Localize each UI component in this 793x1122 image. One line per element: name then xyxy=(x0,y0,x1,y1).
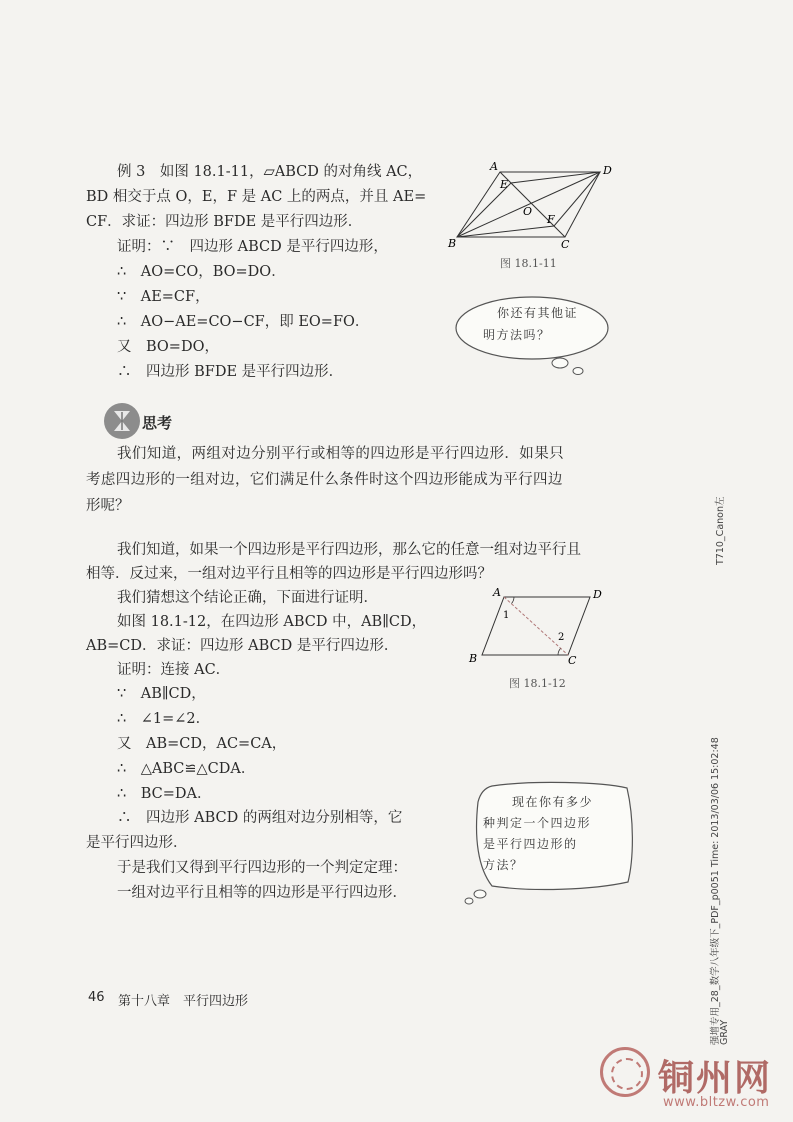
figure-18-1-11 xyxy=(445,155,620,255)
text-line: ∴ △ABC≌△CDA． xyxy=(117,761,256,777)
text-line: 又 BO=DO， xyxy=(117,339,219,355)
bubble-line: 是平行四边形的 xyxy=(483,837,578,851)
label-b: B xyxy=(448,237,457,250)
text-line: 考虑四边形的一组对边，它们满足什么条件时这个四边形能成为平行四边 xyxy=(86,472,563,488)
think-label: 思考 xyxy=(142,414,173,432)
angle-1-arc xyxy=(512,597,515,604)
text-line: 我们知道，如果一个四边形是平行四边形，那么它的任意一组对边平行且 xyxy=(117,542,581,558)
text-line: 证明：∵ 四边形 ABCD 是平行四边形， xyxy=(117,239,388,255)
text-line: 相等．反过来，一组对边平行且相等的四边形是平行四边形吗？ xyxy=(86,566,492,582)
bubble-line: 明方法吗？ xyxy=(483,328,551,342)
text-line: ∴ AO−AE=CO−CF，即 EO=FO． xyxy=(117,314,370,330)
bubble-line: 方法？ xyxy=(483,858,524,872)
page-number: 46 xyxy=(88,990,105,1005)
label-angle-2: 2 xyxy=(558,632,565,643)
text-line: ∵ AE=CF， xyxy=(117,289,210,305)
label-c: C xyxy=(568,654,577,667)
text-line: 一组对边平行且相等的四边形是平行四边形． xyxy=(117,885,407,901)
text-line: AB=CD．求证：四边形 ABCD 是平行四边形． xyxy=(86,638,399,654)
text-line: 又 AB=CD，AC=CA， xyxy=(117,736,287,752)
label-d: D xyxy=(593,588,602,601)
chapter-title: 第十八章 平行四边形 xyxy=(118,994,249,1009)
text-line: 例 3 如图 18.1-11，▱ABCD 的对角线 AC， xyxy=(117,164,423,180)
parallelogram-abcd xyxy=(482,597,590,655)
text-line: CF．求证：四边形 BFDE 是平行四边形． xyxy=(86,214,363,230)
text-line: 证明：连接 AC． xyxy=(117,662,231,678)
watermark-name: 铜州网 xyxy=(658,1058,773,1099)
side-print-mark-bottom: 强增专用_28_数学八年级下_PDF_p0051 Time: 2013/03/06 15:02:48 xyxy=(710,737,721,1045)
bubble-line: 现在你有多少 xyxy=(512,795,594,809)
text-line: 于是我们又得到平行四边形的一个判定定理： xyxy=(117,860,407,876)
label-c: C xyxy=(561,238,570,251)
label-a: A xyxy=(490,160,498,173)
text-line: ∵ AB∥CD， xyxy=(117,686,206,702)
bubble-line: 种判定一个四边形 xyxy=(483,816,592,830)
side-print-gray: GRAY xyxy=(719,1019,730,1045)
text-line: ∴ 四边形 ABCD 的两组对边分别相等，它 xyxy=(117,810,403,826)
label-a: A xyxy=(493,586,501,599)
bubble-line: 你还有其他证 xyxy=(497,306,579,320)
text-line: ∴ 四边形 BFDE 是平行四边形． xyxy=(117,364,344,380)
label-o: O xyxy=(523,205,533,218)
think-icon xyxy=(104,403,140,439)
label-f: F xyxy=(547,213,555,226)
text-line: 我们知道，两组对边分别平行或相等的四边形是平行四边形．如果只 xyxy=(117,446,564,462)
label-b: B xyxy=(469,652,478,665)
text-line: 我们猜想这个结论正确，下面进行证明． xyxy=(117,590,378,606)
text-line: 形呢？ xyxy=(86,498,130,514)
label-e: E xyxy=(500,178,509,191)
side-print-mark-top: T710_Canon左 xyxy=(715,496,726,565)
watermark-logo-icon xyxy=(600,1047,650,1097)
diagonal-ac xyxy=(500,172,565,237)
label-angle-1: 1 xyxy=(503,610,510,621)
text-line: 如图 18.1-12，在四边形 ABCD 中，AB∥CD， xyxy=(117,614,427,630)
figure-caption: 图 18.1-12 xyxy=(509,677,566,690)
text-line: ∴ AO=CO，BO=DO． xyxy=(117,264,286,280)
label-d: D xyxy=(603,164,612,177)
text-line: ∴ BC=DA． xyxy=(117,786,212,802)
segment-ac xyxy=(504,597,568,655)
figure-caption: 图 18.1-11 xyxy=(500,257,557,270)
watermark-url: www.bltzw.com xyxy=(663,1095,770,1110)
text-line: BD 相交于点 O，E，F 是 AC 上的两点，并且 AE= xyxy=(86,189,427,205)
text-line: ∴ ∠1=∠2． xyxy=(117,711,211,727)
figure-18-1-12 xyxy=(462,585,612,675)
angle-2-arc xyxy=(558,649,561,656)
text-line: 是平行四边形． xyxy=(86,835,188,851)
